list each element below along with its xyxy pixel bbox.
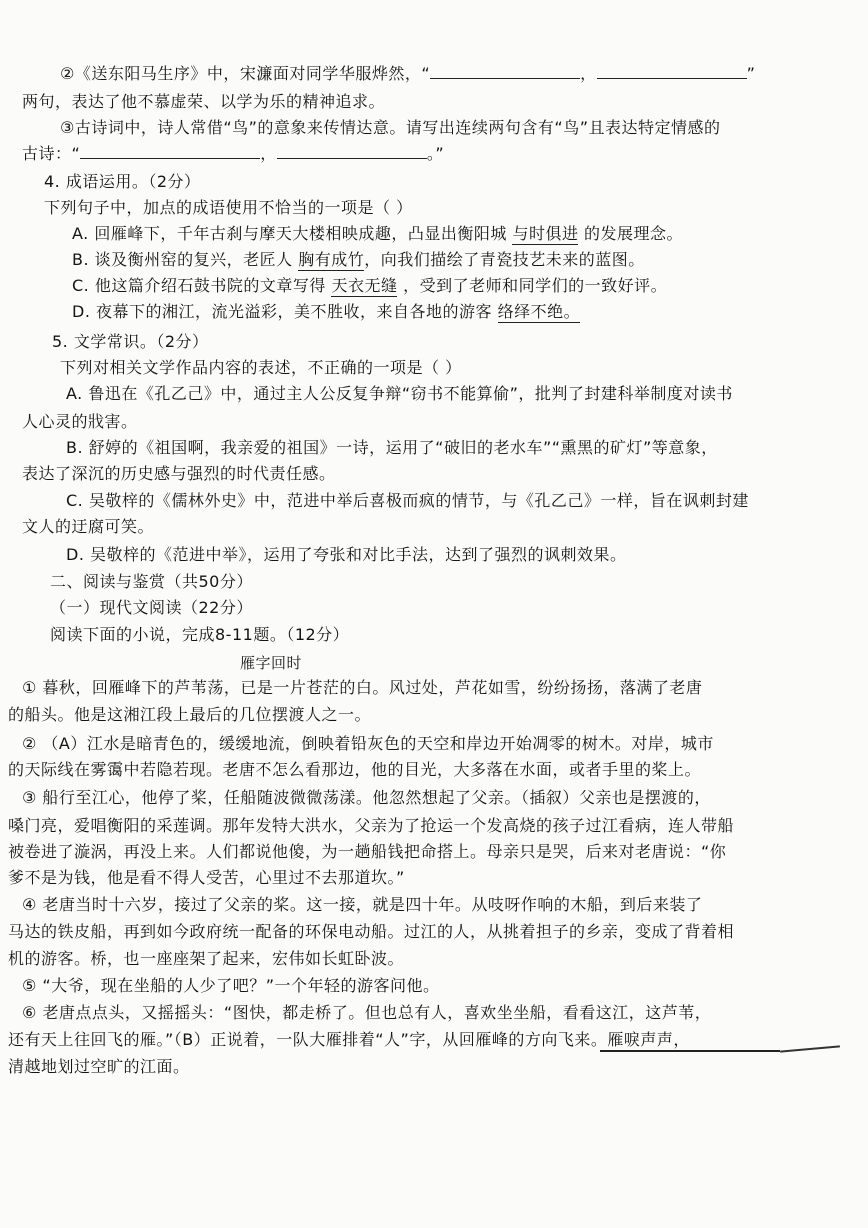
reading-intro: 阅读下面的小说，完成8-11题。（12分）: [50, 625, 350, 644]
story-p6-cont1: 还有天上往回飞的雁。”（B）正说着，一队大雁排着“人”字，从回雁峰的方向飞来。雁唳声声，: [8, 1030, 690, 1049]
answer-blank[interactable]: [80, 144, 260, 159]
story-p6-cont2: 清越地划过空旷的江面。: [8, 1057, 190, 1076]
q5-option-b-cont: 表达了深沉的历史感与强烈的时代责任感。: [22, 464, 336, 483]
story-p1-cont: 的船头。他是这湘江段上最后的几位摆渡人之一。: [8, 705, 372, 724]
story-p4-cont1: 马达的铁皮船，再到如今政府统一配备的环保电动船。过江的人，从挑着担子的乡亲，变成了背着相: [8, 922, 735, 941]
q3-item3-line: ③古诗词中，诗人常借“鸟”的意象来传情达意。请写出连续两句含有“鸟”且表达特定情感的: [60, 118, 721, 137]
answer-blank[interactable]: [597, 64, 747, 79]
story-p2: ② （A）江水是暗青色的，缓缓地流，倒映着铅灰色的天空和岸边开始凋零的树木。对岸，城市: [22, 734, 714, 753]
idiom-underline: 天衣无缝: [331, 276, 398, 295]
answer-blank[interactable]: [430, 64, 580, 79]
q3-item3-line2: 古诗：“ ， 。”: [22, 144, 445, 163]
story-p3-cont1: 嗓门亮，爱唱衡阳的采莲调。那年发特大洪水，父亲为了抢运一个发高烧的孩子过江看病，连人带船: [8, 816, 735, 835]
pen-stroke: [780, 1045, 840, 1052]
story-p4-cont2: 机的游客。桥，也一座座架了起来，宏伟如长虹卧波。: [8, 949, 405, 968]
q5-stem: 下列对相关文学作品内容的表述，不正确的一项是（ ）: [60, 358, 462, 377]
q4-option-c[interactable]: C. 他这篇介绍石鼓书院的文章写得 天衣无缝 ，受到了老师和同学们的一致好评。: [72, 276, 668, 295]
pen-underline: [600, 1050, 780, 1052]
story-p1: ① 暮秋，回雁峰下的芦苇荡，已是一片苍茫的白。风过处，芦花如雪，纷纷扬扬，落满了老唐: [22, 678, 703, 697]
q5-heading: 5. 文学常识。（2分）: [52, 332, 209, 351]
q4-option-d[interactable]: D. 夜幕下的湘江，流光溢彩，美不胜收，来自各地的游客 络绎不绝。: [72, 302, 581, 321]
q5-option-a-cont: 人心灵的戕害。: [22, 412, 138, 431]
story-p3-cont3: 爹不是为钱，他是看不得人受苦，心里过不去那道坎。”: [8, 868, 405, 887]
subsection-heading: （一）现代文阅读（22分）: [50, 598, 253, 617]
section-heading: 二、阅读与鉴赏（共50分）: [50, 572, 253, 591]
q3-item2-line2: 两句，表达了他不慕虚荣、以学为乐的精神追求。: [22, 92, 386, 111]
q5-option-a[interactable]: A. 鲁迅在《孔乙己》中，通过主人公反复争辩“窃书不能算偷”，批判了封建科举制度对读书: [66, 384, 733, 403]
story-p3: ③ 船行至江心，他停了桨，任船随波微微荡漾。他忽然想起了父亲。（插叙）父亲也是摆渡的，: [22, 788, 711, 807]
story-title: 雁字回时: [240, 654, 303, 672]
q3-item2-line: ②《送东阳马生序》中，宋濂面对同学华服烨然，“ ， ”: [60, 64, 756, 83]
story-p5: ⑤ “大爷，现在坐船的人少了吧？”一个年轻的游客问他。: [22, 976, 440, 995]
idiom-underline: 络绎不绝。: [497, 302, 581, 321]
q4-heading: 4. 成语运用。（2分）: [44, 172, 201, 191]
story-p3-cont2: 被卷进了漩涡，再没上来。人们都说他傻，为一趟船钱把命搭上。母亲只是哭，后来对老唐说：“你: [8, 842, 727, 861]
q5-option-b[interactable]: B. 舒婷的《祖国啊，我亲爱的祖国》一诗，运用了“破旧的老水车”“熏黑的矿灯”等意象，: [66, 438, 718, 457]
q5-option-c[interactable]: C. 吴敬梓的《儒林外史》中，范进中举后喜极而疯的情节，与《孔乙己》一样，旨在讽刺封建: [66, 491, 749, 510]
q5-option-c-cont: 文人的迂腐可笑。: [22, 517, 155, 536]
story-p4: ④ 老唐当时十六岁，接过了父亲的桨。这一接，就是四十年。从吱呀作响的木船，到后来装了: [22, 895, 703, 914]
q4-option-b[interactable]: B. 谈及衡州窑的复兴，老匠人 胸有成竹，向我们描绘了青瓷技艺未来的蓝图。: [72, 250, 645, 269]
answer-blank[interactable]: [277, 144, 427, 159]
q5-option-d[interactable]: D. 吴敬梓的《范进中举》，运用了夸张和对比手法，达到了强烈的讽刺效果。: [66, 545, 627, 564]
idiom-underline: 胸有成竹: [298, 250, 365, 269]
q4-option-a[interactable]: A. 回雁峰下，千年古刹与摩天大楼相映成趣，凸显出衡阳城 与时俱进 的发展理念。: [72, 224, 684, 243]
story-p6: ⑥ 老唐点点头，又摇摇头：“图快，都走桥了。但也总有人，喜欢坐坐船，看看这江，这芦苇，: [22, 1003, 712, 1022]
story-p2-cont: 的天际线在雾霭中若隐若现。老唐不怎么看那边，他的目光，大多落在水面，或者手里的桨上。: [8, 760, 702, 779]
idiom-underline: 与时俱进: [512, 224, 579, 243]
q4-stem: 下列句子中，加点的成语使用不恰当的一项是（ ）: [44, 198, 413, 217]
